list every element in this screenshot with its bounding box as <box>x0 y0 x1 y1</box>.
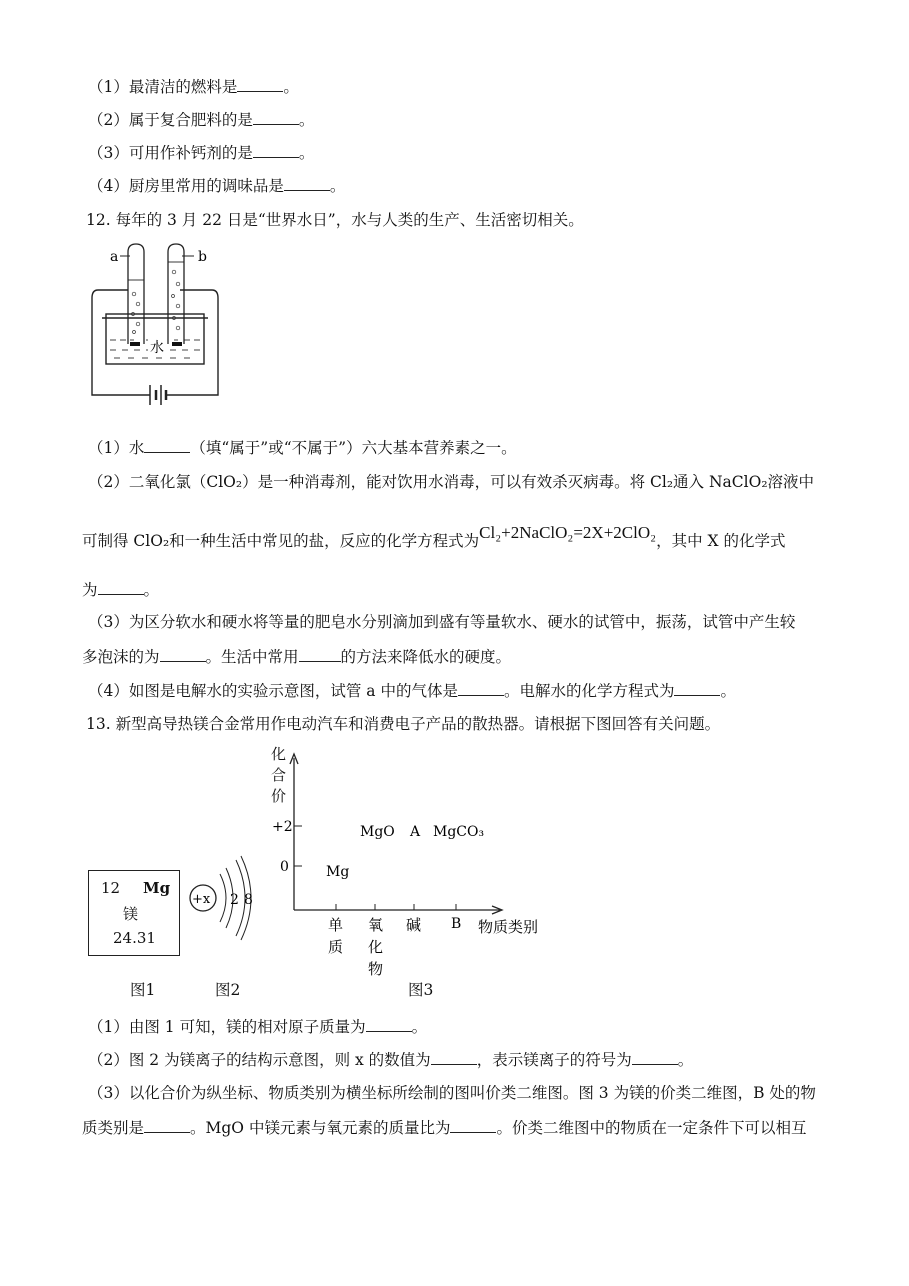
q12-stem: 12. 每年的 3 月 22 日是“世界水日”，水与人类的生产、生活密切相关。 <box>86 211 584 229</box>
tube-a-label: a <box>110 249 119 265</box>
answer-blank[interactable] <box>253 110 299 125</box>
answer-blank[interactable] <box>458 681 504 696</box>
answer-blank[interactable] <box>450 1118 496 1133</box>
q12-part-2-line1: （2）二氧化氯（ClO₂）是一种消毒剂，能对饮用水消毒，可以有效杀灭病毒。将 Cl₂通入 NaClO₂溶液中 <box>88 473 815 491</box>
q11-item-2: （2）属于复合肥料的是 。 <box>88 111 315 129</box>
point-a: A <box>410 824 421 840</box>
y-tick-0: 0 <box>280 859 289 875</box>
q12-part-1: （1）水 （填“属于”或“不属于”）六大基本营养素之一。 <box>88 439 517 457</box>
tube-b-label: b <box>198 249 207 265</box>
q12-part-4: （4）如图是电解水的实验示意图，试管 a 中的气体是 。电解水的化学方程式为 。 <box>88 682 736 700</box>
q12-part-3-line1: （3）为区分软水和硬水将等量的肥皂水分别滴加到盛有等量软水、硬水的试管中，振荡，试管中产生较 <box>88 613 796 631</box>
ion-structure-figure <box>186 852 266 942</box>
answer-blank[interactable] <box>98 580 144 595</box>
electrolysis-figure <box>88 240 238 420</box>
chemical-equation: Cl₂+2NaClO₂=2X+2ClO₂ <box>479 523 657 542</box>
x-axis-title: 物质类别 <box>478 918 539 936</box>
q12-part-2-line3: 为 。 <box>82 581 160 599</box>
answer-blank[interactable] <box>144 1118 190 1133</box>
answer-blank[interactable] <box>674 681 720 696</box>
figure-2-caption: 图2 <box>215 981 241 999</box>
q12-part-3-line2: 多泡沫的为 。生活中常用 的方法来降低水的硬度。 <box>82 648 512 666</box>
x-category-b: B <box>451 916 462 932</box>
answer-blank[interactable] <box>431 1050 477 1065</box>
element-name: 镁 <box>123 905 139 923</box>
point-mg: Mg <box>326 864 350 880</box>
q13-part-3-line2: 质类别是 。MgO 中镁元素与氧元素的质量比为 。价类二维图中的物质在一定条件下可以相互 <box>82 1119 807 1137</box>
x-category-oxide-3: 物 <box>368 960 384 978</box>
valence-category-chart <box>270 750 550 990</box>
valence-y-label: 化 合 价 <box>271 745 287 805</box>
shell-2-electrons: 8 <box>244 892 253 908</box>
q13-stem: 13. 新型高导热镁合金常用作电动汽车和消费电子产品的散热器。请根据下图回答有关问题。 <box>86 715 721 733</box>
q11-item-3: （3）可用作补钙剂的是 。 <box>88 144 315 162</box>
answer-blank[interactable] <box>366 1017 412 1032</box>
q12-part-2-line2: 可制得 ClO₂和一种生活中常见的盐，反应的化学方程式为Cl₂+2NaClO₂=2X+2ClO₂，其中 X 的化学式 <box>82 523 786 550</box>
shell-1-electrons: 2 <box>230 892 239 908</box>
nucleus-charge: +x <box>192 892 211 907</box>
answer-blank[interactable] <box>144 438 190 453</box>
answer-blank[interactable] <box>632 1050 678 1065</box>
point-mgco3: MgCO₃ <box>433 824 485 840</box>
atomic-number: 12 <box>101 879 121 897</box>
x-category-oxide-1: 氧 <box>368 916 384 934</box>
x-category-base: 碱 <box>406 916 422 934</box>
answer-blank[interactable] <box>253 143 299 158</box>
answer-blank[interactable] <box>299 647 341 662</box>
q13-part-1: （1）由图 1 可知，镁的相对原子质量为 。 <box>88 1018 428 1036</box>
figure-1-caption: 图1 <box>130 981 156 999</box>
answer-blank[interactable] <box>237 77 283 92</box>
point-mgo: MgO <box>360 824 395 840</box>
x-category-oxide-2: 化 <box>368 938 384 956</box>
q11-item-4: （4）厨房里常用的调味品是 。 <box>88 177 346 195</box>
answer-blank[interactable] <box>160 647 206 662</box>
answer-blank[interactable] <box>284 176 330 191</box>
atomic-mass: 24.31 <box>113 929 156 947</box>
q11-item-1: （1）最清洁的燃料是 。 <box>88 78 299 96</box>
y-tick-plus2: +2 <box>272 819 293 835</box>
q13-part-3-line1: （3）以化合价为纵坐标、物质类别为横坐标所绘制的图叫价类二维图。图 3 为镁的价类二维图，B 处的物 <box>88 1084 816 1102</box>
element-symbol: Mg <box>143 879 171 897</box>
element-card <box>88 870 180 956</box>
q13-part-2: （2）图 2 为镁离子的结构示意图，则 x 的数值为 ，表示镁离子的符号为 。 <box>88 1051 694 1069</box>
figure-3-caption: 图3 <box>408 981 434 999</box>
water-label: 水 <box>150 340 164 356</box>
x-category-element-1: 单 <box>328 916 344 934</box>
x-category-element-2: 质 <box>328 938 344 956</box>
